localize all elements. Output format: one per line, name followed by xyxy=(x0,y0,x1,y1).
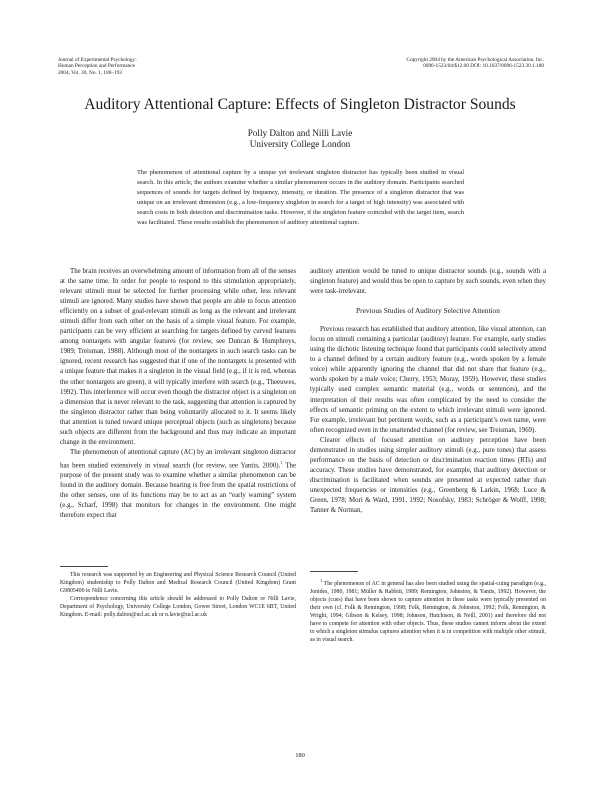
footnote-marker: 1 xyxy=(320,578,323,583)
footnote-marker: 1 xyxy=(280,459,283,465)
author-note xyxy=(60,571,296,619)
footnote-body: The phenomenon of AC in general has also been studied using the spatial-cuing paradigm (e.g., Jonides, 1980, 1981; Müller & Rabbitt, 1989; Remington, Johnston, & Yantis, 1992). However, the objects (cues) that have been shown to capture attention in these tasks were typically presented on their own (cf. Folk & Remington, 1998; Folk, Remington, & Johnston, 1992; Folk, Remington, & Wright, 1994; Gibson & Kelsey, 1998; Johnson, Hutchison, & Neill, 2001) and therefore did not have to compete for attention with other objects. Thus, these studies cannot inform about the extent to which a singleton stimulus captures attention when it is in competition with multiple other stimuli, as in visual search. xyxy=(310,580,546,644)
correspondence-note: Correspondence concerning this article should be addressed to Polly Dalton or Nilli Lavie, Department of Psychology, University College London, Gower Street, London WC1E 6BT, United Kingdom. E-mail: polly.dalton@ucl.ac.uk or n.lavie@ucl.ac.uk xyxy=(60,596,296,619)
footnote-text xyxy=(310,577,546,644)
journal-citation xyxy=(58,57,137,76)
body-paragraph xyxy=(60,448,296,522)
body-paragraph: Previous research has established that auditory attention, like visual attention, can focus on stimuli containing a particular (auditory) feature. For example, early studies using the dichotic listening technique found that participants could selectively attend to a channel defined by a certain auditory feature (e.g., words spoken by a female voice) while apparently ignoring the channel that did not share that feature (e.g., words spoken by a male voice; Cherry, 1953; Moray, 1959). However, these studies typically used complex semantic material (e.g., words or sentences), and the interpretation of their results was often complicated by the need to consider the effects of semantic priming on the extent to which irrelevant stimuli were ignored. For example, irrelevant but pertinent words, such as a participant’s own name, were often recognized even in the unattended channel (for review, see Treisman, 1969). xyxy=(310,326,546,434)
body-paragraph: The brain receives an overwhelming amount of information from all of the senses at the same time. In order for people to respond to this stimulation appropriately, relevant stimuli must be selected for further processing while other, less relevant stimuli are ignored. Many studies have shown that people are able to focus attention efficiently on a subset of goal-relevant stimuli as long as the relevant and irrelevant stimuli differ from each other on the basis of a simple visual feature. For example, participants can be very efficient at searching for targets defined by curved features among nontargets with angular features (for review, see Duncan & Humphreys, 1989; Treisman, 1988). Although most of the nontargets in such search tasks can be ignored, recent research has suggested that if one of the nontargets is presented with a unique feature that makes it a singleton in the visual field (e.g., if it is red, whereas the other nontargets are green), it will typically interfere with search (e.g., Theeuwes, 1992). This interference will occur even though the distractor object is a singleton on a dimension that is never relevant to the task, suggesting that attention is captured by the singleton distractor rather than being voluntarily allocated to it. It seems likely that attention is tuned toward unique perceptual objects (such as singletons) because such objects are different from the background and thus may indicate an important change in the environment. xyxy=(60,268,296,446)
footnote-1 xyxy=(310,577,546,644)
author-names: Polly Dalton and Nilli Lavie xyxy=(247,128,353,138)
copyright-line: Copyright 2004 by the American Psychological Association, Inc. xyxy=(406,57,544,63)
section-heading: Previous Studies of Auditory Selective Attention xyxy=(356,306,500,316)
paragraph-text: The phenomenon of attentional capture (AC) by an irrelevant singleton distractor has been studied extensively in visual search (for review, see Yantis, 2000). xyxy=(60,448,296,470)
affiliation: University College London xyxy=(249,139,351,149)
journal-volume-line: 2004, Vol. 30, No. 1, 180–193 xyxy=(58,69,122,76)
author-block xyxy=(0,128,600,150)
body-paragraph: auditory attention would be tuned to unique distractor sounds (e.g., sounds with a singleton feature) and would thus be open to capture by such sounds, even when they were task-irrelevant. xyxy=(310,268,546,296)
abstract: The phenomenon of attentional capture by a unique yet irrelevant singleton distractor has typically been studied in visual search. In this article, the authors examine whether a similar phenomenon occurs in the auditory domain. Participants searched sequences of sounds for targets defined by frequency, intensity, or duration. The presence of a singleton distractor that was unique on an irrelevant dimension (e.g., a low-frequency singleton in search for a target of high intensity) was associated with search costs in both detection and discrimination tasks. However, if the singleton feature coincided with the target item, search was facilitated. These results establish the phenomenon of auditory attentional capture. xyxy=(137,169,464,226)
funding-note: This research was supported by an Engineering and Physical Science Research Council (United Kingdom) studentship to Polly Dalton and Medical Research Council (United Kingdom) Grant G9805400 to Nilli Lavie. xyxy=(60,572,296,595)
body-paragraph: Clearer effects of focused attention on auditory perception have been demonstrated in studies using simpler auditory stimuli (e.g., pure tones) that assess performance on the basis of detection or discrimination reaction times (RTs) and accuracy. These studies have demonstrated, for example, that auditory detection or discrimination is facilitated when sounds are presented at expected rather than unexpected frequencies or intensities (e.g., Greenberg & Larkin, 1968; Luce & Green, 1978; Mori & Ward, 1991, 1992; Nosofsky, 1983; Schröger & Wolff, 1998; Tanner & Norman, xyxy=(310,436,546,515)
footnote-divider xyxy=(310,571,358,572)
journal-name-line2: Human Perception and Performance xyxy=(58,63,135,70)
doi-line: 0096-1523/04/$12.00 DOI: 10.1037/0096-1523.30.1.180 xyxy=(423,63,544,70)
copyright-block xyxy=(406,57,544,70)
footnote-divider xyxy=(60,566,108,567)
page-number: 180 xyxy=(295,752,305,759)
journal-name-line1: Journal of Experimental Psychology: xyxy=(58,57,137,63)
paragraph-text: The purpose of the present study was to examine whether a similar phenomenon can be found in the auditory domain. Because hearing is free from the spatial restrictions of the other senses, one of its functions may be to act as an “early warning” system (e.g., Scharf, 1998) that monitors for changes in the environment. One might therefore expect that xyxy=(60,462,296,520)
left-column xyxy=(60,267,296,521)
paper-title: Auditory Attentional Capture: Effects of Singleton Distractor Sounds xyxy=(84,96,516,113)
right-column xyxy=(310,267,546,516)
